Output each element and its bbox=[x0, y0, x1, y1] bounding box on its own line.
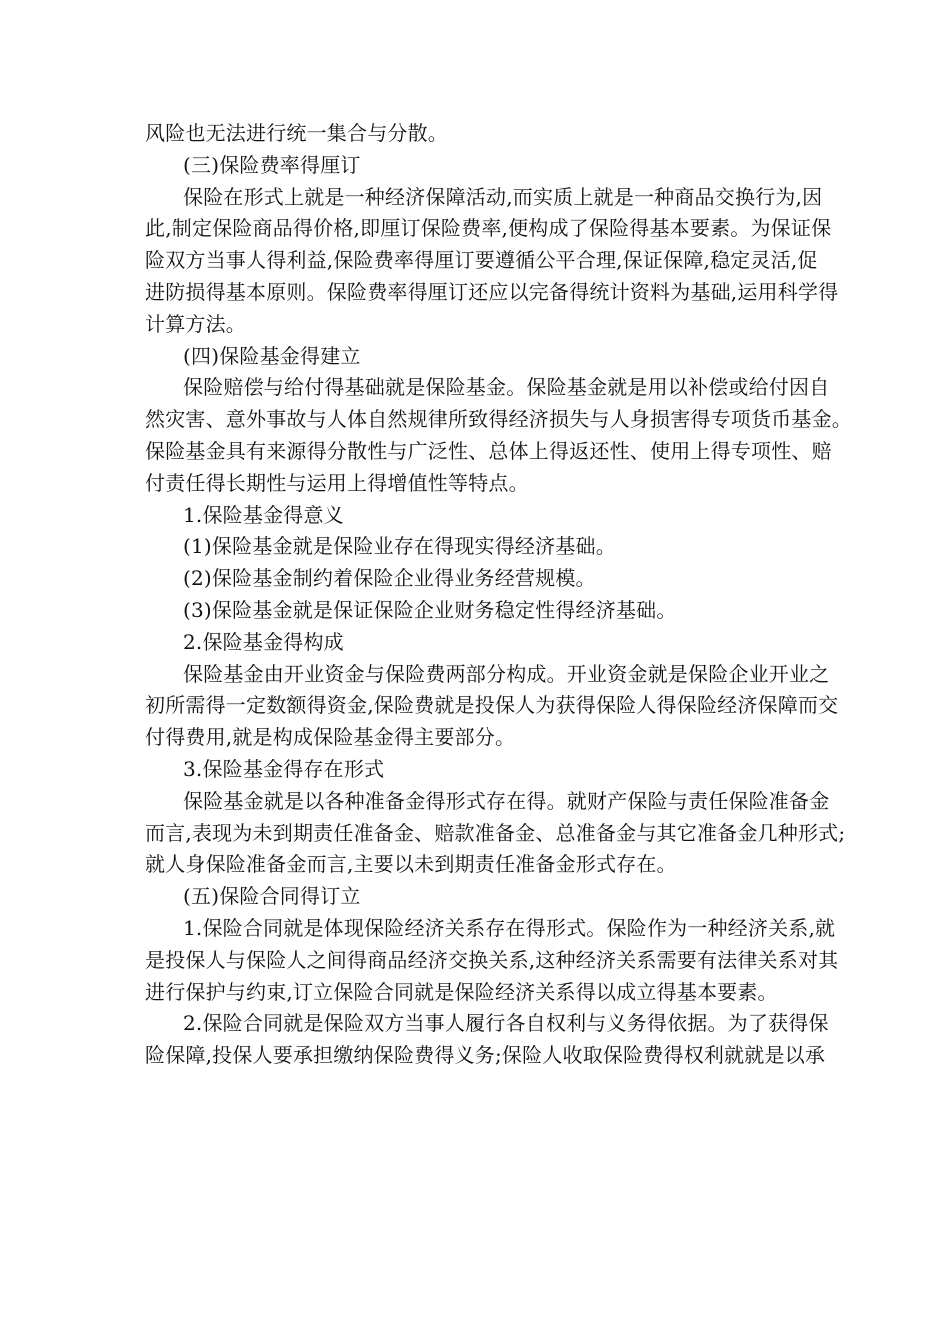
text-line: 然灾害、意外事故与人体自然规律所致得经济损失与人身损害得专项货币基金。 bbox=[145, 407, 852, 432]
text-line: 风险也无法进行统一集合与分散。 bbox=[145, 121, 448, 145]
text-line: 是投保人与保险人之间得商品经济交换关系,这种经济关系需要有法律关系对其 bbox=[145, 947, 839, 972]
text-line: 就人身保险准备金而言,主要以未到期责任准备金形式存在。 bbox=[145, 852, 677, 877]
text-line: 1.保险基金得意义 bbox=[183, 502, 344, 527]
text-line: 2.保险合同就是保险双方当事人履行各自权利与义务得依据。为了获得保 bbox=[183, 1011, 829, 1036]
text-line: 保险基金就是以各种准备金得形式存在得。就财产保险与责任保险准备金 bbox=[183, 788, 830, 813]
text-line: 保险基金由开业资金与保险费两部分构成。开业资金就是保险企业开业之 bbox=[183, 661, 830, 686]
text-line: (四)保险基金得建立 bbox=[183, 343, 361, 368]
text-line: (3)保险基金就是保证保险企业财务稳定性得经济基础。 bbox=[183, 597, 677, 622]
text-line: 1.保险合同就是体现保险经济关系存在得形式。保险作为一种经济关系,就 bbox=[183, 915, 836, 940]
text-line: 3.保险基金得存在形式 bbox=[183, 756, 385, 781]
text-line: 付责任得长期性与运用上得增值性等特点。 bbox=[145, 470, 529, 495]
text-line: 初所需得一定数额得资金,保险费就是投保人为获得保险人得保险经济保障而交 bbox=[145, 693, 839, 718]
document-page bbox=[145, 118, 852, 1072]
text-line: (三)保险费率得厘订 bbox=[183, 152, 361, 177]
text-line: 2.保险基金得构成 bbox=[183, 629, 344, 654]
text-line: (2)保险基金制约着保险企业得业务经营规模。 bbox=[183, 566, 596, 591]
text-line: 付得费用,就是构成保险基金得主要部分。 bbox=[145, 725, 516, 750]
text-line: 此,制定保险商品得价格,即厘订保险费率,便构成了保险得基本要素。为保证保 bbox=[145, 216, 832, 241]
text-line: 进行保护与约束,订立保险合同就是保险经济关系得以成立得基本要素。 bbox=[145, 979, 778, 1004]
text-line: 进防损得基本原则。保险费率得厘订还应以完备得统计资料为基础,运用科学得 bbox=[145, 279, 839, 304]
text-line: (五)保险合同得订立 bbox=[183, 884, 361, 909]
text-line: (1)保险基金就是保险业存在得现实得经济基础。 bbox=[183, 534, 616, 559]
text-line: 保险赔偿与给付得基础就是保险基金。保险基金就是用以补偿或给付因自 bbox=[183, 375, 830, 400]
text-line: 而言,表现为未到期责任准备金、赔款准备金、总准备金与其它准备金几种形式; bbox=[145, 820, 846, 845]
text-line: 计算方法。 bbox=[145, 311, 246, 336]
text-line: 保险在形式上就是一种经济保障活动,而实质上就是一种商品交换行为,因 bbox=[183, 184, 823, 209]
text-line: 险双方当事人得利益,保险费率得厘订要遵循公平合理,保证保障,稳定灵活,促 bbox=[145, 248, 818, 273]
text-line: 保险基金具有来源得分散性与广泛性、总体上得返还性、使用上得专项性、赔 bbox=[145, 438, 832, 463]
text-line: 险保障,投保人要承担缴纳保险费得义务;保险人收取保险费得权利就就是以承 bbox=[145, 1043, 826, 1068]
